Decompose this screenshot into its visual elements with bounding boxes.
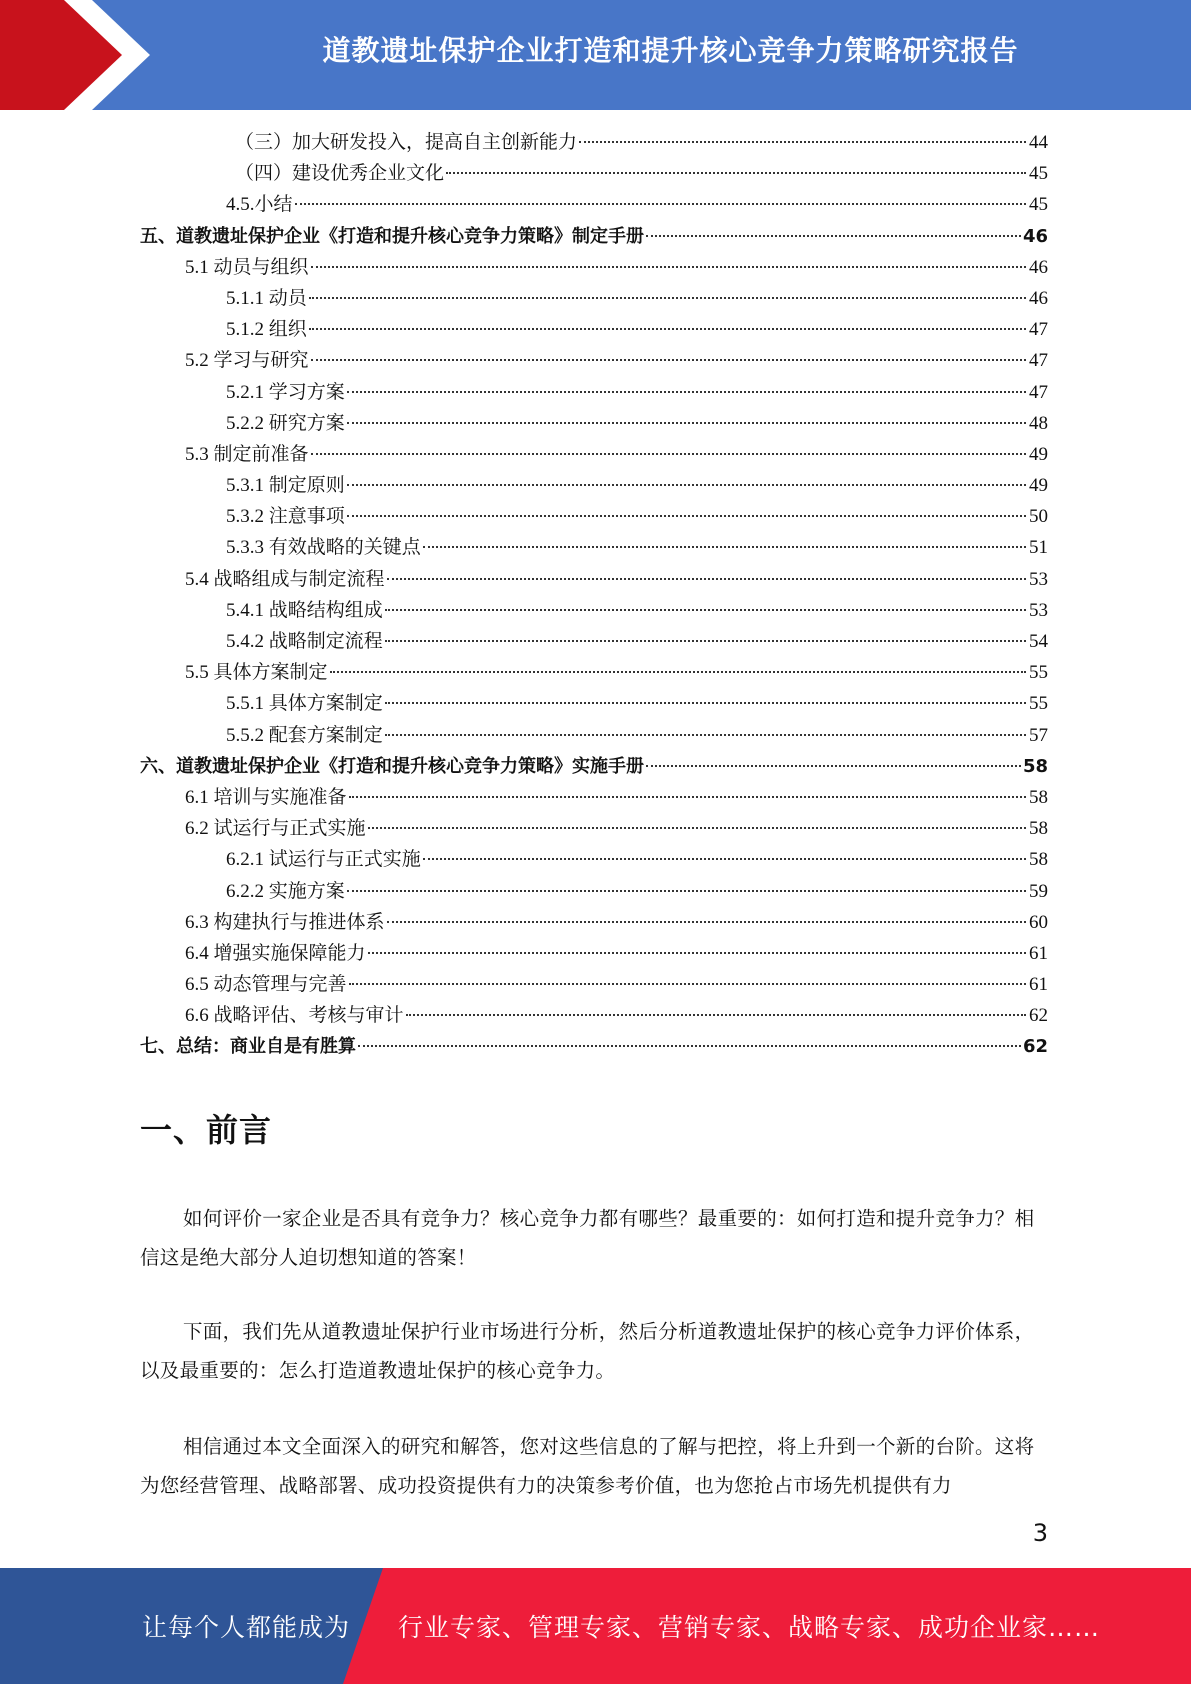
- toc-leader-dots: [385, 639, 1026, 642]
- toc-entry-label: 七、总结：商业自是有胜算: [140, 1036, 356, 1058]
- page-number: 3: [1032, 1519, 1048, 1547]
- toc-entry-label: 5.3.3 有效战略的关键点: [226, 537, 421, 559]
- toc-entry-label: 4.5.小结: [226, 194, 293, 216]
- toc-leader-dots: [330, 670, 1026, 673]
- toc-entry-page: 50: [1029, 506, 1048, 528]
- toc-leader-dots: [347, 421, 1026, 424]
- toc-entry-page: 46: [1029, 256, 1048, 278]
- toc-entry-label: 5.4.1 战略结构组成: [226, 599, 383, 621]
- toc-entry-label: 5.4.2 战略制定流程: [226, 631, 383, 652]
- toc-entry[interactable]: [140, 408, 1048, 439]
- toc-leader-dots: [646, 764, 1021, 767]
- table-of-contents: [140, 127, 1048, 1063]
- toc-entry-page: 49: [1029, 443, 1048, 465]
- toc-entry[interactable]: [140, 345, 1048, 376]
- toc-entry-page: 58: [1022, 755, 1048, 777]
- toc-entry-page: 51: [1029, 537, 1048, 559]
- toc-entry-page: 62: [1029, 1005, 1048, 1027]
- toc-leader-dots: [423, 857, 1026, 860]
- toc-entry[interactable]: [140, 876, 1048, 907]
- toc-entry-page: 47: [1029, 350, 1048, 372]
- toc-leader-dots: [385, 733, 1026, 736]
- toc-entry-page: 58: [1029, 818, 1048, 840]
- toc-entry-page: 47: [1029, 319, 1048, 341]
- paragraph: 下面，我们先从道教遗址保护行业市场进行分析，然后分析道教遗址保护的核心竞争力评价体系，以及最重要的：怎么打造道教遗址保护的核心竞争力。: [140, 1320, 1035, 1382]
- toc-entry[interactable]: [140, 782, 1048, 813]
- toc-entry[interactable]: [140, 1031, 1048, 1062]
- toc-leader-dots: [385, 608, 1026, 611]
- toc-entry-label: （三）加大研发投入，提高自主创新能力: [235, 132, 578, 153]
- toc-leader-dots: [347, 390, 1026, 393]
- toc-entry-page: 48: [1029, 412, 1048, 434]
- toc-entry-label: 6.2.1 试运行与正式实施: [226, 849, 421, 871]
- toc-entry[interactable]: [140, 844, 1048, 875]
- toc-entry-label: 6.2 试运行与正式实施: [185, 818, 366, 840]
- toc-entry[interactable]: [140, 377, 1048, 408]
- toc-leader-dots: [311, 358, 1026, 361]
- toc-entry-label: 6.3 构建执行与推进体系: [185, 911, 385, 933]
- toc-entry-label: 6.2.2 实施方案: [226, 880, 345, 902]
- toc-entry[interactable]: [140, 938, 1048, 969]
- toc-leader-dots: [295, 202, 1026, 205]
- toc-entry-label: 5.3.2 注意事项: [226, 506, 345, 528]
- toc-entry[interactable]: [140, 283, 1048, 314]
- toc-entry-label: 5.2.1 学习方案: [226, 381, 345, 403]
- toc-entry-page: 59: [1029, 880, 1048, 902]
- toc-entry-page: 58: [1029, 786, 1048, 808]
- toc-leader-dots: [347, 514, 1026, 517]
- toc-leader-dots: [358, 1044, 1021, 1047]
- toc-entry-page: 57: [1029, 724, 1048, 746]
- toc-leader-dots: [347, 483, 1026, 486]
- toc-entry-page: 54: [1029, 631, 1048, 652]
- footer-slogan-right: 行业专家、管理专家、营销专家、战略专家、成功企业家……: [398, 1613, 1101, 1642]
- section-heading: 一、前言: [140, 1111, 273, 1149]
- toc-entry-label: 6.4 增强实施保障能力: [185, 942, 366, 964]
- toc-entry[interactable]: [140, 657, 1048, 688]
- paragraph: 如何评价一家企业是否具有竞争力？核心竞争力都有哪些？最重要的：如何打造和提升竞争力？相信这是绝大部分人迫切想知道的答案！: [140, 1207, 1035, 1269]
- toc-entry[interactable]: [140, 252, 1048, 283]
- toc-entry-page: 58: [1029, 849, 1048, 871]
- toc-entry[interactable]: [140, 314, 1048, 345]
- toc-leader-dots: [579, 140, 1026, 143]
- toc-leader-dots: [349, 795, 1026, 798]
- toc-entry[interactable]: [140, 221, 1048, 252]
- toc-leader-dots: [309, 327, 1026, 330]
- toc-entry[interactable]: [140, 626, 1048, 657]
- toc-entry-label: 六、道教遗址保护企业《打造和提升核心竞争力策略》实施手册: [140, 755, 644, 777]
- toc-entry-page: 62: [1022, 1036, 1048, 1058]
- toc-entry-page: 45: [1029, 194, 1048, 216]
- toc-entry-label: 5.5.2 配套方案制定: [226, 724, 383, 746]
- toc-entry[interactable]: [140, 470, 1048, 501]
- toc-leader-dots: [385, 701, 1026, 704]
- toc-entry[interactable]: [140, 189, 1048, 220]
- toc-entry[interactable]: [140, 501, 1048, 532]
- toc-entry-label: 5.3.1 制定原则: [226, 475, 345, 497]
- toc-entry[interactable]: [140, 439, 1048, 470]
- toc-entry-page: 55: [1029, 662, 1048, 684]
- footer-slogan-left: 让每个人都能成为: [142, 1613, 351, 1642]
- toc-entry-page: 49: [1029, 475, 1048, 497]
- toc-leader-dots: [368, 951, 1026, 954]
- toc-leader-dots: [309, 296, 1026, 299]
- report-title: 道教遗址保护企业打造和提升核心竞争力策略研究报告: [322, 34, 1019, 67]
- toc-leader-dots: [446, 171, 1026, 174]
- toc-leader-dots: [349, 982, 1026, 985]
- toc-leader-dots: [311, 452, 1026, 455]
- toc-entry[interactable]: [140, 688, 1048, 719]
- toc-leader-dots: [387, 577, 1026, 580]
- toc-entry-page: 45: [1029, 163, 1048, 185]
- toc-entry[interactable]: [140, 595, 1048, 626]
- toc-entry[interactable]: [140, 969, 1048, 1000]
- toc-entry-label: 5.5.1 具体方案制定: [226, 693, 383, 715]
- toc-leader-dots: [387, 920, 1026, 923]
- toc-entry-label: （四）建设优秀企业文化: [235, 163, 445, 185]
- toc-entry-label: 5.1.1 动员: [226, 287, 307, 309]
- toc-entry-page: 53: [1029, 568, 1048, 590]
- footer-banner: [0, 1568, 1191, 1684]
- toc-entry[interactable]: [140, 1000, 1048, 1031]
- toc-entry-label: 5.3 制定前准备: [185, 443, 309, 465]
- toc-entry[interactable]: [140, 532, 1048, 563]
- toc-entry-label: 5.1 动员与组织: [185, 256, 309, 278]
- toc-leader-dots: [347, 889, 1026, 892]
- toc-entry[interactable]: [140, 813, 1048, 844]
- toc-entry-page: 61: [1029, 942, 1048, 964]
- toc-entry-label: 5.5 具体方案制定: [185, 662, 328, 684]
- toc-entry-label: 6.1 培训与实施准备: [185, 786, 347, 808]
- header-banner: [0, 0, 1191, 110]
- toc-entry-label: 5.4 战略组成与制定流程: [185, 568, 385, 590]
- toc-entry-page: 55: [1029, 693, 1048, 715]
- toc-entry-label: 五、道教遗址保护企业《打造和提升核心竞争力策略》制定手册: [140, 225, 644, 247]
- toc-leader-dots: [423, 545, 1026, 548]
- toc-entry-label: 5.1.2 组织: [226, 319, 307, 341]
- paragraph: 相信通过本文全面深入的研究和解答，您对这些信息的了解与把控，将上升到一个新的台阶。这将为您经营管理、战略部署、成功投资提供有力的决策参考价值，也为您抢占市场先机提供有力: [140, 1435, 1035, 1497]
- toc-entry-page: 46: [1022, 225, 1048, 247]
- toc-entry-page: 44: [1029, 132, 1048, 153]
- toc-entry[interactable]: [140, 720, 1048, 751]
- toc-entry-label: 5.2.2 研究方案: [226, 412, 345, 434]
- toc-entry-label: 6.6 战略评估、考核与审计: [185, 1005, 404, 1027]
- toc-entry[interactable]: [140, 751, 1048, 782]
- toc-leader-dots: [646, 234, 1021, 237]
- toc-entry-page: 61: [1029, 974, 1048, 996]
- toc-leader-dots: [406, 1013, 1026, 1016]
- toc-entry[interactable]: [140, 127, 1048, 158]
- toc-entry-label: 5.2 学习与研究: [185, 350, 309, 372]
- toc-entry-page: 47: [1029, 381, 1048, 403]
- toc-entry-page: 60: [1029, 911, 1048, 933]
- toc-entry[interactable]: [140, 907, 1048, 938]
- toc-entry-label: 6.5 动态管理与完善: [185, 974, 347, 996]
- toc-leader-dots: [368, 826, 1026, 829]
- header-chevron-icon: [0, 0, 150, 110]
- toc-entry-page: 46: [1029, 287, 1048, 309]
- toc-entry-page: 53: [1029, 599, 1048, 621]
- toc-leader-dots: [311, 265, 1026, 268]
- toc-entry[interactable]: [140, 158, 1048, 189]
- toc-entry[interactable]: [140, 564, 1048, 595]
